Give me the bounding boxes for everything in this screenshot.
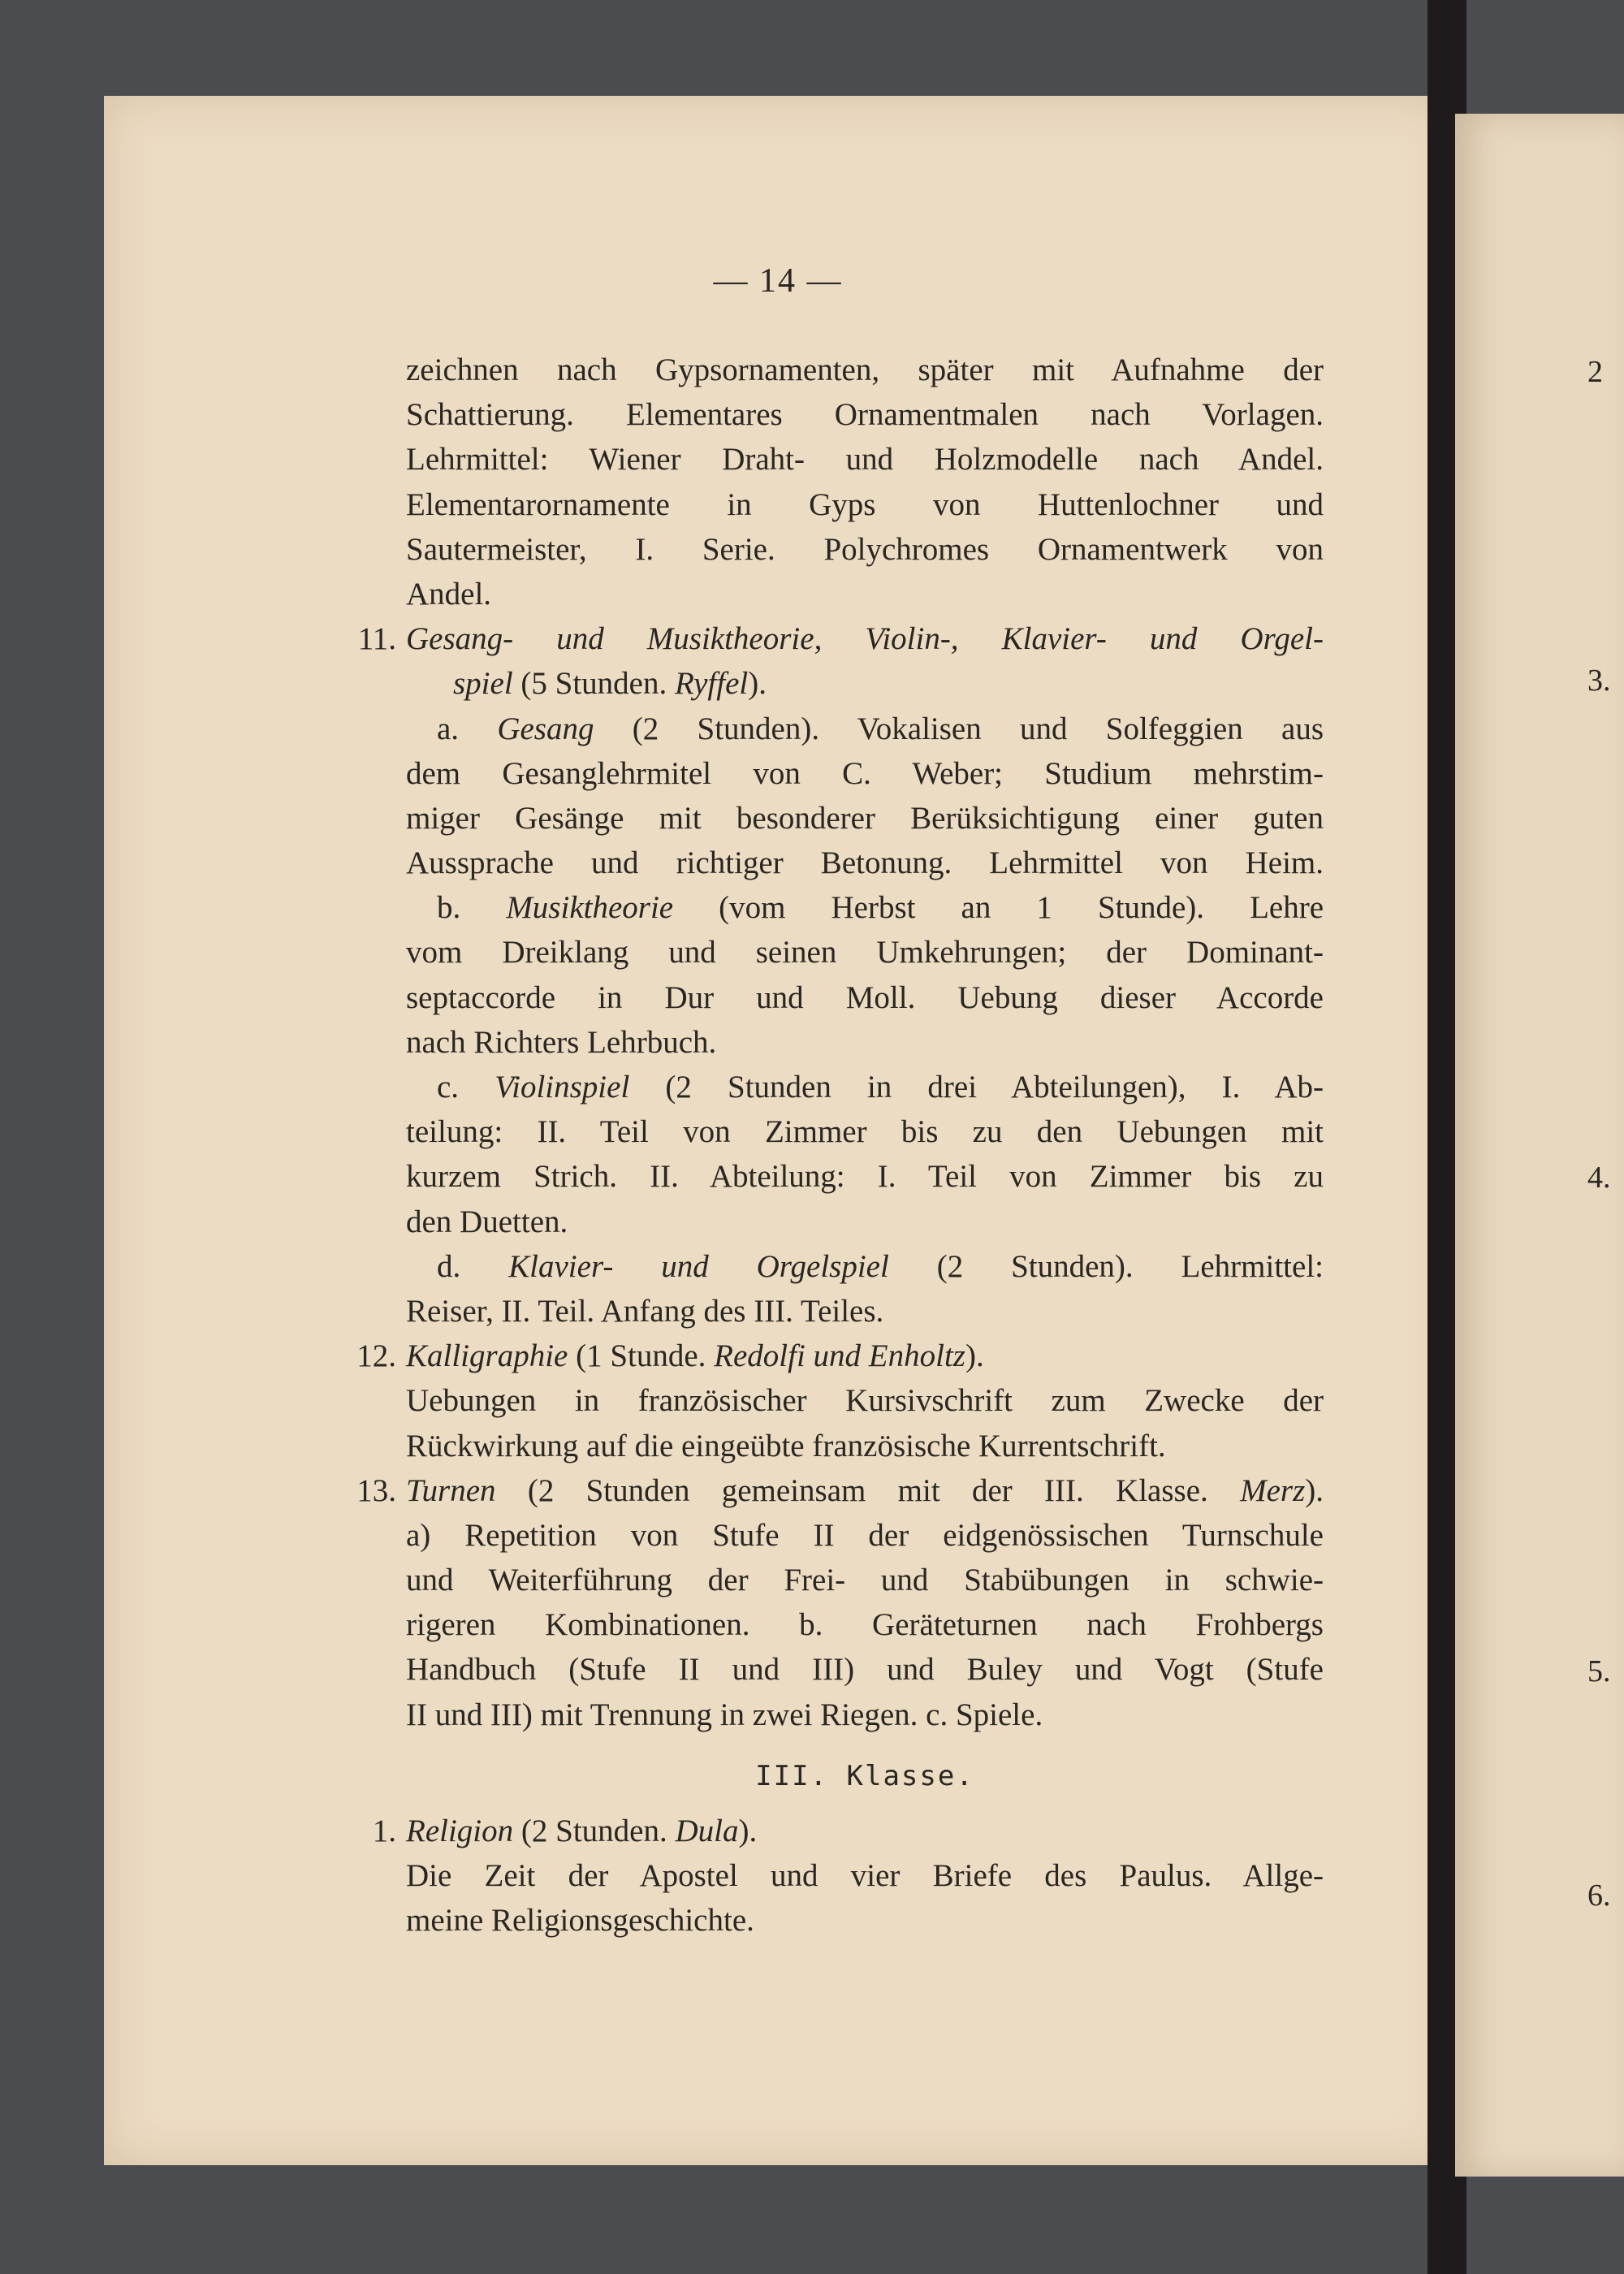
margin-number: 2 — [1587, 355, 1603, 389]
margin-number: 5. — [1587, 1654, 1611, 1688]
item-number: 11. — [357, 621, 396, 657]
item-title: Religion — [406, 1813, 514, 1848]
item-number: 1. — [372, 1813, 396, 1848]
text-line: und Weiterführung der Frei- und Stabübungen in schwie- — [406, 1563, 1324, 1598]
item-number: 13. — [356, 1472, 396, 1508]
item-12: 12. Kalligraphie (1 Stunde. Redolfi und Enholtz). — [406, 1334, 1324, 1378]
subitem-b: b. Musiktheorie (vom Herbst an 1 Stunde). Lehre — [437, 890, 1324, 926]
item-title-cont: spiel — [453, 666, 513, 702]
margin-number: 3. — [1587, 664, 1611, 698]
text-line: Sautermeister, I. Serie. Polychromes Ornamentwerk von — [406, 531, 1324, 567]
text-line: rigeren Kombinationen. b. Geräteturnen nach Frohbergs — [406, 1607, 1324, 1643]
subitem-c: c. Violinspiel (2 Stunden in drei Abteilungen), I. Ab- — [437, 1070, 1324, 1105]
text-line: II und III) mit Trennung in zwei Riegen. c. Spiele. — [406, 1697, 1043, 1732]
margin-number: 4. — [1587, 1161, 1611, 1195]
text-line: Aussprache und richtiger Betonung. Lehrmittel von Heim. — [406, 845, 1324, 881]
text-line: miger Gesänge mit besonderer Berüksichtigung einer guten — [406, 800, 1324, 836]
text-line: Reiser, II. Teil. Anfang des III. Teiles. — [406, 1293, 884, 1329]
facing-page-edge — [1455, 114, 1624, 2177]
text-line: septaccorde in Dur und Moll. Uebung dieser Accorde — [406, 979, 1324, 1015]
body-text: zeichnen nach Gypsornamenten, später mit Aufnahme der Schattierung. Elementares Ornamentmalen nach Vorlagen. Lehrmittel: Wiener Draht- und Holzmodelle nach Andel. Elementarornamente in Gyps von Huttenlochner und Sautermeister, I. Serie. Polychromes Ornamentwerk von Andel. 11. Gesang- und Musiktheorie, Violin-, Klavier- und Orgel- spiel (5 Stunden. Ryffel). a. Gesang (2 Stunden). Vokalisen und Solfeggien aus dem Gesanglehrmitel von C. Weber; Studium mehrstim- miger Gesänge mit besonderer Berüksichtigung einer guten Aussprache und richtiger Betonung. Lehrmittel von Heim. b. Musiktheorie (vom Herbst an 1 Stunde). Lehre vom Dreiklang und seinen Umkehrungen; der Dominant- septaccorde in Dur und Moll. Uebung dieser Accorde nach Richters Lehrbuch. c. Violinspiel (2 Stunden in drei Abteilungen), I. Ab- teilung: II. Teil von Zimmer bis zu den Uebungen mit kurzem Strich. II. Abteilung: I. Teil von Zimmer bis zu den Duetten. d. Klavier- und Orgelspiel (2 Stunden). Lehrmittel: Reiser, II. Teil. Anfang des III. Teiles. 12. Kalligraphie (1 Stunde. Redolfi und Enholtz). Uebungen in französischer Kursivschrift zum Zwecke der Rückwirkung auf die eingeübte französische Kurrentschrift. 13. Turnen (2 Stunden gemeinsam mit der III. Klasse. Merz). a) Repetition von Stufe II der eidgenössischen Turnschule und Weiterführung der Frei- und Stabübungen in schwie- rigeren Kombinationen. b. Geräteturnen nach Frohbergs Handbuch (Stufe II und III) und Buley und Vogt (Stufe II und III) mit Trennung in zwei Riegen. c. Spiele. III. Klasse. 1. Religion (2 Stunden. Dula). Die Zeit der Apostel und vier Briefe des Paulus. Allge- meine Religionsgeschichte. — [406, 348, 1324, 1943]
text-line: Die Zeit der Apostel und vier Briefe des Paulus. Allge- — [406, 1858, 1324, 1893]
teacher-name: Dula — [675, 1813, 739, 1848]
text-line: zeichnen nach Gypsornamenten, später mit Aufnahme der — [406, 352, 1324, 387]
item-1: 1. Religion (2 Stunden. Dula). — [406, 1809, 1324, 1853]
subitem-a: a. Gesang (2 Stunden). Vokalisen und Solfeggien aus — [437, 711, 1324, 746]
text-line: meine Religionsgeschichte. — [406, 1903, 754, 1939]
text-line: Elementarornamente in Gyps von Huttenlochner und — [406, 486, 1324, 522]
subitem-d: d. Klavier- und Orgelspiel (2 Stunden). Lehrmittel: — [437, 1248, 1324, 1284]
text-line: teilung: II. Teil von Zimmer bis zu den Uebungen mit — [406, 1114, 1324, 1150]
text-line: Rückwirkung auf die eingeübte französische Kurrentschrift. — [406, 1428, 1166, 1463]
margin-number: 6. — [1587, 1878, 1611, 1913]
item-title: Kalligraphie — [406, 1338, 568, 1374]
text-line: vom Dreiklang und seinen Umkehrungen; der Dominant- — [406, 935, 1324, 971]
teacher-name: Redolfi und Enholtz — [714, 1338, 965, 1374]
page-number: — 14 — — [713, 262, 843, 300]
teacher-name: Merz — [1240, 1472, 1306, 1508]
text-line: Andel. — [406, 576, 492, 612]
item-number: 12. — [356, 1338, 396, 1374]
item-13: 13. Turnen (2 Stunden gemeinsam mit der III. Klasse. Merz). — [406, 1468, 1324, 1513]
text-line: Lehrmittel: Wiener Draht- und Holzmodelle nach Andel. — [406, 442, 1324, 478]
text-line: Schattierung. Elementares Ornamentmalen nach Vorlagen. — [406, 397, 1324, 433]
item-title: Turnen — [406, 1472, 496, 1508]
text-line: den Duetten. — [406, 1204, 568, 1239]
item-title: Gesang- und Musiktheorie, Violin-, Klavier- und Orgel- — [406, 621, 1324, 657]
text-line: dem Gesanglehrmitel von C. Weber; Studium mehrstim- — [406, 755, 1324, 791]
text-line: Handbuch (Stufe II und III) und Buley und Vogt (Stufe — [406, 1652, 1324, 1688]
text-line: Uebungen in französischer Kursivschrift zum Zwecke der — [406, 1383, 1324, 1419]
section-heading: III. Klasse. — [755, 1759, 974, 1792]
text-line: nach Richters Lehrbuch. — [406, 1024, 717, 1060]
teacher-name: Ryffel — [675, 666, 749, 702]
text-line: kurzem Strich. II. Abteilung: I. Teil von Zimmer bis zu — [406, 1159, 1324, 1195]
text-line: a) Repetition von Stufe II der eidgenössischen Turnschule — [406, 1517, 1324, 1553]
item-11 — [357, 616, 1324, 661]
